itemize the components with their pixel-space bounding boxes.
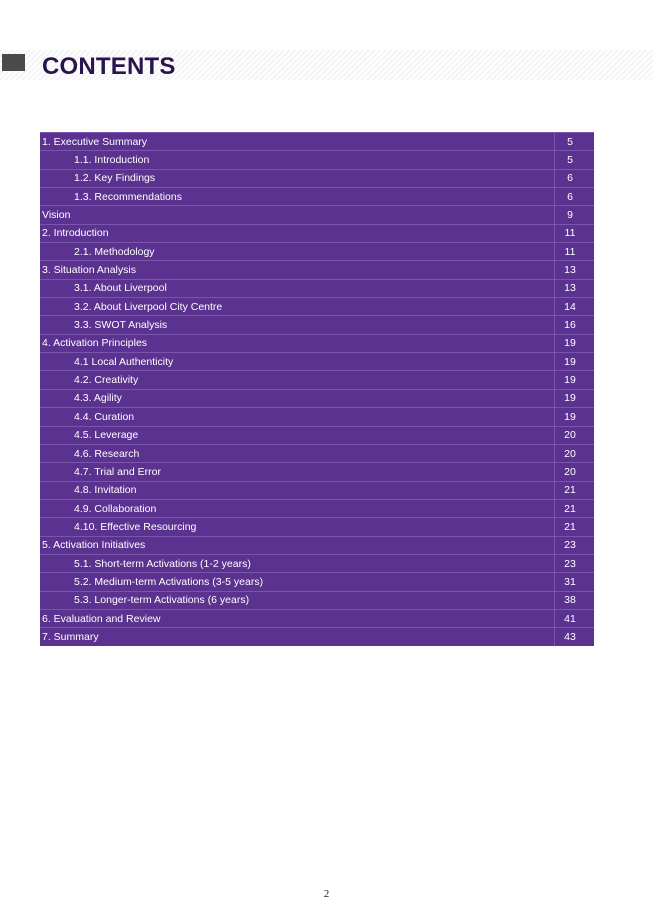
toc-entry-page: 21 bbox=[564, 502, 576, 515]
toc-row[interactable] bbox=[40, 297, 594, 315]
toc-row[interactable] bbox=[40, 517, 594, 535]
toc-entry-label: 5. Activation Initiatives bbox=[42, 539, 146, 552]
toc-entry-label: 6. Evaluation and Review bbox=[42, 612, 161, 625]
toc-row[interactable] bbox=[40, 352, 594, 370]
toc-entry-label: 3.1. About Liverpool bbox=[74, 282, 167, 295]
toc-entry-label: 4. Activation Principles bbox=[42, 337, 148, 350]
toc-entry-page: 41 bbox=[564, 612, 576, 625]
toc-entry-label: 4.10. Effective Resourcing bbox=[74, 520, 197, 533]
toc-entry-label: 4.1 Local Authenticity bbox=[74, 355, 174, 368]
toc-entry-label: 3.3. SWOT Analysis bbox=[74, 319, 168, 332]
toc-row[interactable] bbox=[40, 132, 594, 150]
toc-entry-page: 5 bbox=[567, 154, 573, 167]
toc-entry-label: 7. Summary bbox=[42, 630, 99, 643]
toc-entry-label: 1.2. Key Findings bbox=[74, 172, 156, 185]
toc-row[interactable] bbox=[40, 334, 594, 352]
toc-entry-page: 6 bbox=[567, 172, 573, 185]
toc-row[interactable] bbox=[40, 224, 594, 242]
toc-entry-label: 4.6. Research bbox=[74, 447, 140, 460]
toc-entry-label: 1.1. Introduction bbox=[74, 154, 150, 167]
toc-entry-page: 9 bbox=[567, 209, 573, 222]
toc-row[interactable] bbox=[40, 370, 594, 388]
toc-entry-label: 4.4. Curation bbox=[74, 410, 135, 423]
toc-row[interactable] bbox=[40, 242, 594, 260]
toc-entry-page: 19 bbox=[564, 392, 576, 405]
toc-row[interactable] bbox=[40, 315, 594, 333]
toc-entry-label: 5.1. Short-term Activations (1-2 years) bbox=[74, 557, 251, 570]
toc-row[interactable] bbox=[40, 572, 594, 590]
toc-entry-label: 4.8. Invitation bbox=[74, 484, 137, 497]
toc-entry-page: 31 bbox=[564, 575, 576, 588]
toc-row[interactable] bbox=[40, 554, 594, 572]
toc-entry-page: 21 bbox=[564, 484, 576, 497]
toc-entry-page: 20 bbox=[564, 447, 576, 460]
toc-entry-page: 20 bbox=[564, 429, 576, 442]
toc-row[interactable] bbox=[40, 407, 594, 425]
toc-entry-label: 4.7. Trial and Error bbox=[74, 465, 161, 478]
toc-entry-page: 19 bbox=[564, 374, 576, 387]
toc-row[interactable] bbox=[40, 499, 594, 517]
toc-entry-page: 13 bbox=[564, 282, 576, 295]
toc-entry-label: 3.2. About Liverpool City Centre bbox=[74, 300, 223, 313]
toc-entry-page: 11 bbox=[564, 227, 576, 240]
toc-entry-label: 4.5. Leverage bbox=[74, 429, 139, 442]
toc-row[interactable] bbox=[40, 481, 594, 499]
toc-row[interactable] bbox=[40, 150, 594, 168]
toc-row[interactable] bbox=[40, 462, 594, 480]
toc-entry-label: Vision bbox=[42, 209, 71, 222]
toc-row[interactable] bbox=[40, 389, 594, 407]
toc-entry-page: 19 bbox=[564, 337, 576, 350]
toc-entry-label: 4.3. Agility bbox=[74, 392, 122, 405]
toc-row[interactable] bbox=[40, 205, 594, 223]
toc-row[interactable] bbox=[40, 426, 594, 444]
toc-entry-label: 2.1. Methodology bbox=[74, 245, 155, 258]
toc-row[interactable] bbox=[40, 536, 594, 554]
toc-entry-page: 13 bbox=[564, 264, 576, 277]
page-number: 2 bbox=[323, 888, 330, 900]
toc-entry-label: 4.2. Creativity bbox=[74, 374, 139, 387]
toc-entry-page: 21 bbox=[564, 520, 576, 533]
toc-entry-page: 16 bbox=[564, 319, 576, 332]
toc-row[interactable] bbox=[40, 260, 594, 278]
toc-entry-page: 5 bbox=[567, 135, 573, 148]
toc-entry-page: 23 bbox=[564, 539, 576, 552]
toc-entry-page: 43 bbox=[564, 630, 576, 643]
toc-entry-label: 2. Introduction bbox=[42, 227, 109, 240]
toc-row[interactable] bbox=[40, 187, 594, 205]
toc-entry-page: 19 bbox=[564, 410, 576, 423]
toc-entry-page: 11 bbox=[564, 245, 576, 258]
toc-entry-page: 23 bbox=[564, 557, 576, 570]
toc-entry-page: 20 bbox=[564, 465, 576, 478]
toc-row[interactable] bbox=[40, 279, 594, 297]
toc-entry-page: 14 bbox=[564, 300, 576, 313]
header-square-icon bbox=[2, 54, 25, 71]
toc-entry-label: 1. Executive Summary bbox=[42, 135, 148, 148]
toc-entry-page: 6 bbox=[567, 190, 573, 203]
table-of-contents bbox=[40, 132, 594, 646]
toc-entry-label: 5.2. Medium-term Activations (3-5 years) bbox=[74, 575, 264, 588]
toc-entry-label: 3. Situation Analysis bbox=[42, 264, 136, 277]
toc-row[interactable] bbox=[40, 609, 594, 627]
toc-entry-page: 38 bbox=[564, 594, 576, 607]
toc-entry-page: 19 bbox=[564, 355, 576, 368]
toc-row[interactable] bbox=[40, 591, 594, 609]
page-title: CONTENTS bbox=[42, 53, 176, 80]
toc-entry-label: 1.3. Recommendations bbox=[74, 190, 182, 203]
toc-entry-label: 5.3. Longer-term Activations (6 years) bbox=[74, 594, 250, 607]
toc-entry-label: 4.9. Collaboration bbox=[74, 502, 157, 515]
toc-row[interactable] bbox=[40, 627, 594, 645]
toc-row[interactable] bbox=[40, 444, 594, 462]
toc-row[interactable] bbox=[40, 169, 594, 187]
